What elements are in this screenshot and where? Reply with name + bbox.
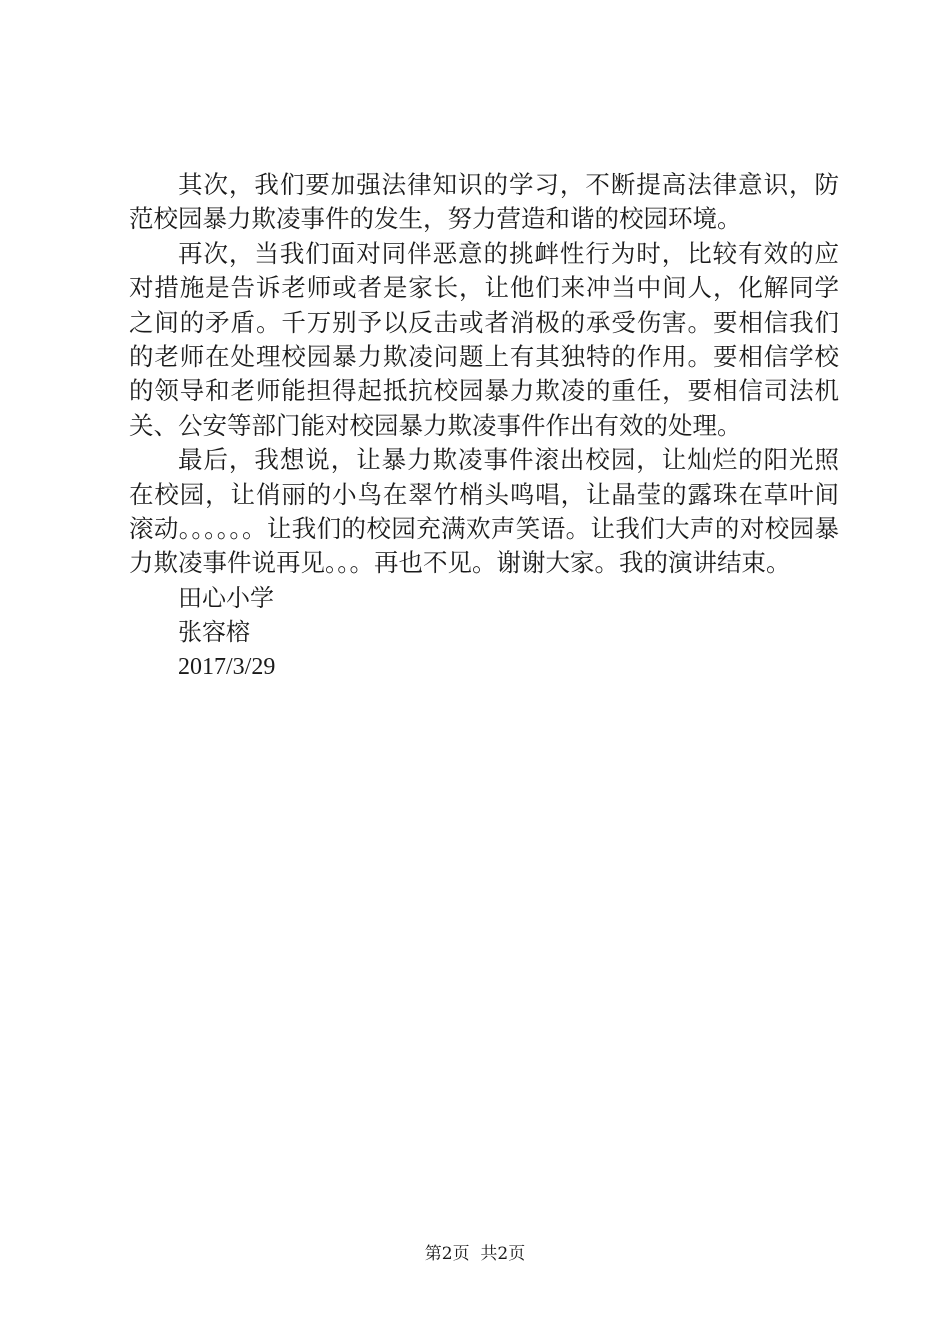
signature-date: 2017/3/29 — [178, 653, 276, 680]
page-footer — [0, 1243, 950, 1265]
paragraph-1: 其次，我们要加强法律知识的学习，不断提高法律意识，防范校园暴力欺凌事件的发生，努力营造和谐的校园环境。 — [129, 170, 839, 234]
paragraph-3: 最后，我想说，让暴力欺凌事件滚出校园，让灿烂的阳光照在校园，让俏丽的小鸟在翠竹梢头鸣唱，让晶莹的露珠在草叶间滚动。。。。。。让我们的校园充满欢声笑语。让我们大声的对校园暴力欺凌事件说再见。。。再也不见。谢谢大家。我的演讲结束。 — [129, 445, 839, 578]
document-body — [129, 168, 839, 684]
signature-school: 田心小学 — [178, 583, 274, 612]
page-number: 第2页 共2页 — [424, 1244, 526, 1264]
paragraph-2: 再次，当我们面对同伴恶意的挑衅性行为时，比较有效的应对措施是告诉老师或者是家长，让他们来冲当中间人，化解同学之间的矛盾。千万别予以反击或者消极的承受伤害。要相信我们的老师在处理校园暴力欺凌问题上有其独特的作用。要相信学校的领导和老师能担得起抵抗校园暴力欺凌的重任，要相信司法机关、公安等部门能对校园暴力欺凌事件作出有效的处理。 — [129, 238, 839, 440]
signature-name: 张容榕 — [178, 618, 250, 647]
